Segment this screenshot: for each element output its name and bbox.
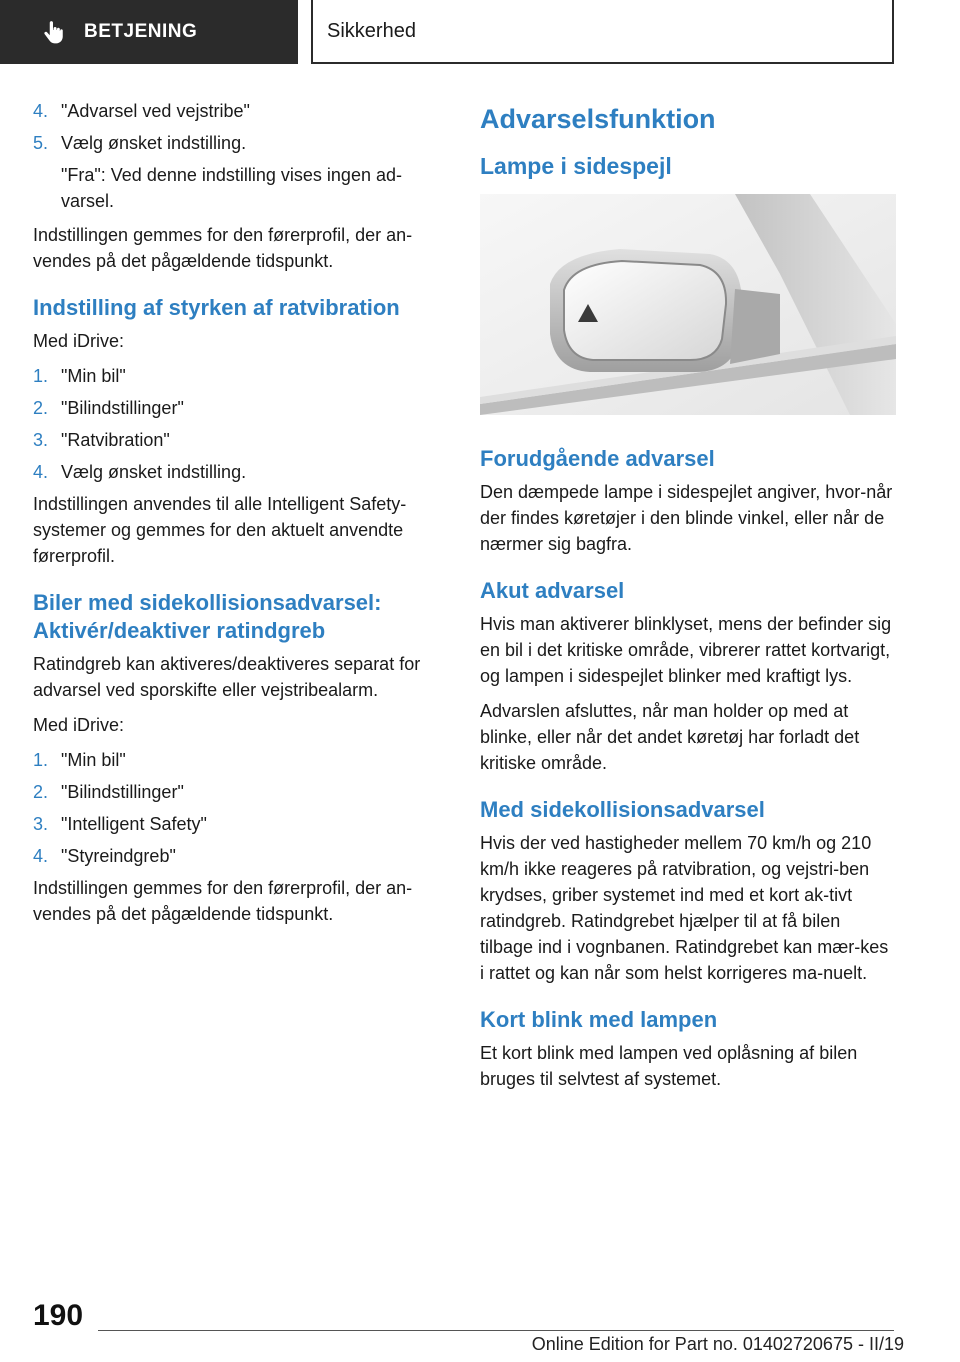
paragraph: Advarslen afsluttes, når man holder op med at blinke, eller når det andet køretøj har forladt det kritiske område. [480, 701, 860, 773]
left-column [33, 98, 438, 936]
page-header [0, 0, 960, 66]
list-number: 2. [33, 398, 49, 418]
list-note: "Fra": Ved denne indstilling vises ingen ad-varsel. [61, 165, 402, 211]
footer-divider [98, 1330, 894, 1331]
paragraph: Med iDrive: [33, 715, 125, 735]
list-item [33, 363, 438, 389]
list-text: "Intelligent Safety" [61, 814, 207, 834]
section-heading: Akut advarsel [480, 578, 625, 603]
section-label: Sikkerhed [327, 19, 416, 42]
section-heading: Indstilling af styrken af ratvibration [33, 295, 400, 320]
list-text: "Styreindgreb" [61, 846, 176, 866]
side-mirror-image [480, 194, 896, 415]
list-number: 3. [33, 814, 49, 834]
chapter-tab[interactable] [0, 0, 298, 64]
list-text: "Bilindstillinger" [61, 398, 184, 418]
list-text: Vælg ønsket indstilling. [61, 133, 247, 153]
list-item [33, 459, 438, 485]
section-box [311, 0, 894, 64]
paragraph: Et kort blink med lampen ved oplåsning af bilen bruges til selvtest af systemet. [480, 1043, 858, 1089]
list-number: 5. [33, 133, 49, 153]
page-number: 190 [33, 1299, 84, 1332]
list-item [33, 98, 438, 124]
list-number: 4. [33, 462, 49, 482]
list-number: 3. [33, 430, 49, 450]
list-item [33, 395, 438, 421]
section-heading: Forudgående advarsel [480, 446, 715, 471]
paragraph: Indstillingen gemmes for den førerprofil, der an-vendes på det pågældende tidspunkt. [33, 225, 413, 271]
list-number: 4. [33, 846, 49, 866]
list-item [33, 811, 438, 837]
paragraph: Indstillingen anvendes til alle Intelligent Safety-systemer og gemmes for den aktuelt anvendte førerprofil. [33, 494, 407, 566]
paragraph: Hvis der ved hastigheder mellem 70 km/h og 210 km/h ikke reageres på ratvibration, og vejstri-ben krydses, griber systemet ind med et kort ak-tivt ratindgreb. Ratindgrebet hjælper til at få bilen tilbage ind i vognbanen. Ratindgrebet kan mær-kes i rattet og kan når som helst korrigeres ma-nuelt. [480, 833, 889, 983]
hand-pointer-icon [40, 19, 66, 45]
list-item [33, 130, 438, 156]
list-number: 4. [33, 101, 49, 121]
edition-link[interactable]: Online Edition for Part no. 01402720675 - II/19 [531, 1334, 904, 1354]
list-text: Vælg ønsket indstilling. [61, 462, 247, 482]
section-heading: Lampe i sidespejl [480, 153, 672, 179]
paragraph: Den dæmpede lampe i sidespejlet angiver, hvor-når der findes køretøjer i den blinde vinkel, eller når de nærmer sig bagfra. [480, 482, 893, 554]
list-number: 1. [33, 366, 49, 386]
chapter-label: BETJENING [84, 21, 198, 42]
list-item [33, 747, 438, 773]
paragraph: Hvis man aktiverer blinklyset, mens der befinder sig en bil i det kritiske område, vibrerer rattet kortvarigt, og lampen i sidespejlet blinker med kraftigt lys. [480, 614, 892, 686]
list-item [33, 779, 438, 805]
list-text: "Min bil" [61, 750, 126, 770]
list-text: "Bilindstillinger" [61, 782, 184, 802]
paragraph: Ratindgreb kan aktiveres/deaktiveres separat for advarsel ved sporskifte eller vejstribealarm. [33, 654, 421, 700]
list-item [33, 427, 438, 453]
paragraph: Med iDrive: [33, 331, 125, 351]
list-text: "Ratvibration" [61, 430, 170, 450]
list-number: 2. [33, 782, 49, 802]
list-number: 1. [33, 750, 49, 770]
section-heading: Kort blink med lampen [480, 1007, 718, 1032]
section-heading: Biler med sidekollisionsadvarsel: Aktivér/deaktiver ratindgreb [33, 590, 382, 643]
list-text: "Advarsel ved vejstribe" [61, 101, 250, 121]
list-item [33, 843, 438, 869]
page-title: Advarselsfunktion [480, 104, 716, 134]
paragraph: Indstillingen gemmes for den førerprofil, der an-vendes på det pågældende tidspunkt. [33, 878, 413, 924]
right-column [480, 98, 896, 1101]
section-heading: Med sidekollisionsadvarsel [480, 797, 765, 822]
list-text: "Min bil" [61, 366, 126, 386]
